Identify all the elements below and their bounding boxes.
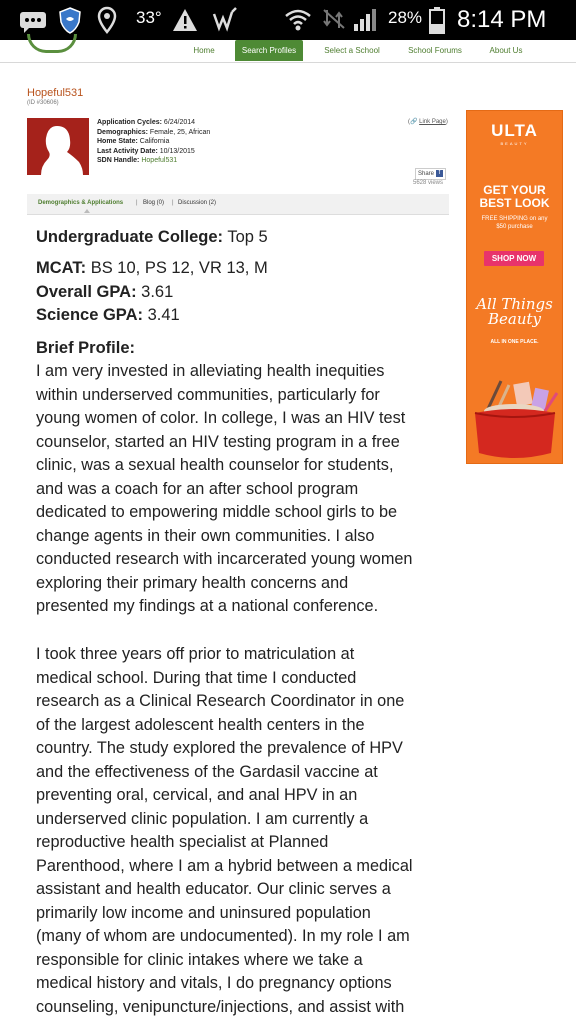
status-bar bbox=[0, 0, 576, 40]
tab-separator: | bbox=[136, 200, 138, 206]
mcat-line: MCAT: BS 10, PS 12, VR 13, M bbox=[36, 259, 268, 277]
sdn-handle-link[interactable]: Hopeful531 bbox=[141, 157, 178, 164]
alert-icon bbox=[172, 6, 198, 34]
paragraph-line: clinic, was a sexual health counselor for students, bbox=[36, 456, 394, 474]
tab-demographics[interactable]: Demographics & Applications bbox=[38, 200, 124, 206]
battery-icon bbox=[428, 6, 446, 34]
nav-home[interactable]: Home bbox=[193, 46, 215, 55]
paragraph-line: exploring their primary health concerns and bbox=[36, 573, 349, 592]
temperature-text: 33° bbox=[136, 8, 162, 27]
nav-about-us[interactable]: About Us bbox=[489, 46, 523, 55]
undergrad-line: Undergraduate College: Top 5 bbox=[36, 228, 268, 246]
ad-shop-now-button[interactable]: SHOP NOW bbox=[484, 251, 544, 266]
active-tab-indicator bbox=[84, 209, 90, 213]
paragraph-line: I took three years off prior to matriculation at bbox=[36, 645, 355, 663]
nav-select-school[interactable]: Select a School bbox=[324, 46, 380, 55]
paragraph-line: underserved clinic population. I am currently a bbox=[36, 809, 369, 828]
paragraph-line: and the effectiveness of the Gardasil vaccine at bbox=[36, 762, 378, 781]
paragraph-line: within underserved communities, particularly for bbox=[36, 385, 380, 404]
link-page[interactable]: (🔗 Link Page) bbox=[408, 119, 448, 125]
view-count: 5628 views bbox=[413, 180, 444, 186]
info-sdn-handle: SDN Handle: Hopeful531 bbox=[97, 157, 178, 164]
link-icon: (🔗 bbox=[408, 119, 418, 125]
paragraph-line: and was a coach for an after school program bbox=[36, 479, 359, 498]
profile-username[interactable]: Hopeful531 bbox=[27, 87, 84, 99]
paragraph-line: responsible for clinic intakes where we take a bbox=[36, 950, 363, 969]
profile-tabs bbox=[27, 194, 449, 215]
paragraph-line: change agents in their own communities. I also bbox=[36, 526, 375, 545]
ad-brand-logo: ULTA bbox=[491, 121, 538, 140]
paragraph-line: conducted research with incarcerated young women bbox=[36, 550, 413, 568]
paragraph-line: counseling, venipuncture/injections, and assist with bbox=[36, 997, 405, 1016]
clock-time: 8:14 PM bbox=[457, 6, 547, 33]
paragraph-line: preventing oral, cervical, and anal HPV in an bbox=[36, 786, 358, 804]
info-last-activity: Last Activity Date: 10/13/2015 bbox=[97, 147, 195, 155]
location-icon bbox=[96, 6, 118, 34]
brief-profile-title: Brief Profile: bbox=[36, 339, 136, 357]
paragraph-line: assistant and health educator. Our clinic serves a bbox=[36, 880, 391, 898]
paragraph-line: medical history and vitals, I do pregnancy options bbox=[36, 974, 392, 992]
info-demographics: Demographics: Female, 25, African bbox=[97, 128, 211, 136]
shield-icon bbox=[58, 6, 82, 34]
paragraph-line: counselor, started an HIV testing program in a free bbox=[36, 432, 400, 451]
paragraph-line: country. The study explored the prevalence of HPV bbox=[36, 739, 403, 757]
paragraph-line: research as a Clinical Research Coordinator in one bbox=[36, 692, 405, 710]
brief-profile-paragraph-2 bbox=[36, 643, 456, 1019]
info-application-cycles: Application Cycles: 6/24/2014 bbox=[97, 119, 196, 126]
ad-brand-sub: BEAUTY bbox=[500, 141, 529, 146]
paragraph-line: (many of whom are undocumented). In my role I am bbox=[36, 927, 410, 945]
signal-app-icon bbox=[212, 6, 238, 34]
paragraph-line: of the largest adolescent health centers in the bbox=[36, 715, 365, 734]
paragraph-line: young women of color. In college, I was an HIV test bbox=[36, 409, 406, 427]
messages-icon bbox=[18, 6, 48, 34]
ad-headline: GET YOUR BEST LOOK bbox=[479, 183, 550, 210]
paragraph-line: dedicated to empowering middle school girls to be bbox=[36, 503, 398, 521]
paragraph-line: Parenthood, where I am a hybrid between a medical bbox=[36, 856, 413, 875]
tab-separator: | bbox=[172, 200, 174, 206]
gpa-line: Overall GPA: 3.61 bbox=[36, 283, 174, 301]
paragraph-line: medical school. During that time I conducted bbox=[36, 668, 357, 687]
info-home-state: Home State: California bbox=[97, 138, 170, 145]
avatar bbox=[27, 118, 89, 175]
share-button[interactable]: Share f bbox=[415, 168, 446, 180]
paragraph-line: I am very invested in alleviating health inequities bbox=[36, 362, 385, 380]
tab-blog[interactable]: Blog (0) bbox=[143, 200, 165, 206]
ad-all-in-one: ALL IN ONE PLACE. bbox=[490, 339, 539, 345]
signal-bars-icon bbox=[352, 6, 380, 34]
facebook-icon: f bbox=[436, 170, 443, 177]
ad-shipping-text: FREE SHIPPING on any $50 purchase bbox=[481, 216, 548, 230]
makeup-bag-icon bbox=[467, 371, 562, 463]
paragraph-line: reproductive health specialist at Planned bbox=[36, 833, 329, 851]
profile-info bbox=[97, 118, 210, 166]
data-off-icon bbox=[322, 6, 346, 34]
battery-percent: 28% bbox=[388, 8, 423, 27]
tab-discussion[interactable]: Discussion (2) bbox=[178, 200, 217, 206]
ulta-ad-banner[interactable] bbox=[466, 110, 563, 464]
profile-id: (ID #30606) bbox=[27, 100, 59, 106]
ad-script-title: All Things Beauty bbox=[476, 295, 553, 328]
avatar-silhouette-icon bbox=[27, 118, 89, 175]
nav-search-profiles[interactable]: Search Profiles bbox=[235, 40, 303, 61]
paragraph-line: primarily low income and uninsured population bbox=[36, 903, 371, 922]
paragraph-line: presented my findings at a national conference. bbox=[36, 597, 379, 615]
wifi-icon bbox=[284, 6, 312, 34]
brief-profile-paragraph-1 bbox=[36, 360, 456, 619]
science-gpa-line: Science GPA: 3.41 bbox=[36, 306, 180, 324]
nav-school-forums[interactable]: School Forums bbox=[408, 46, 462, 55]
